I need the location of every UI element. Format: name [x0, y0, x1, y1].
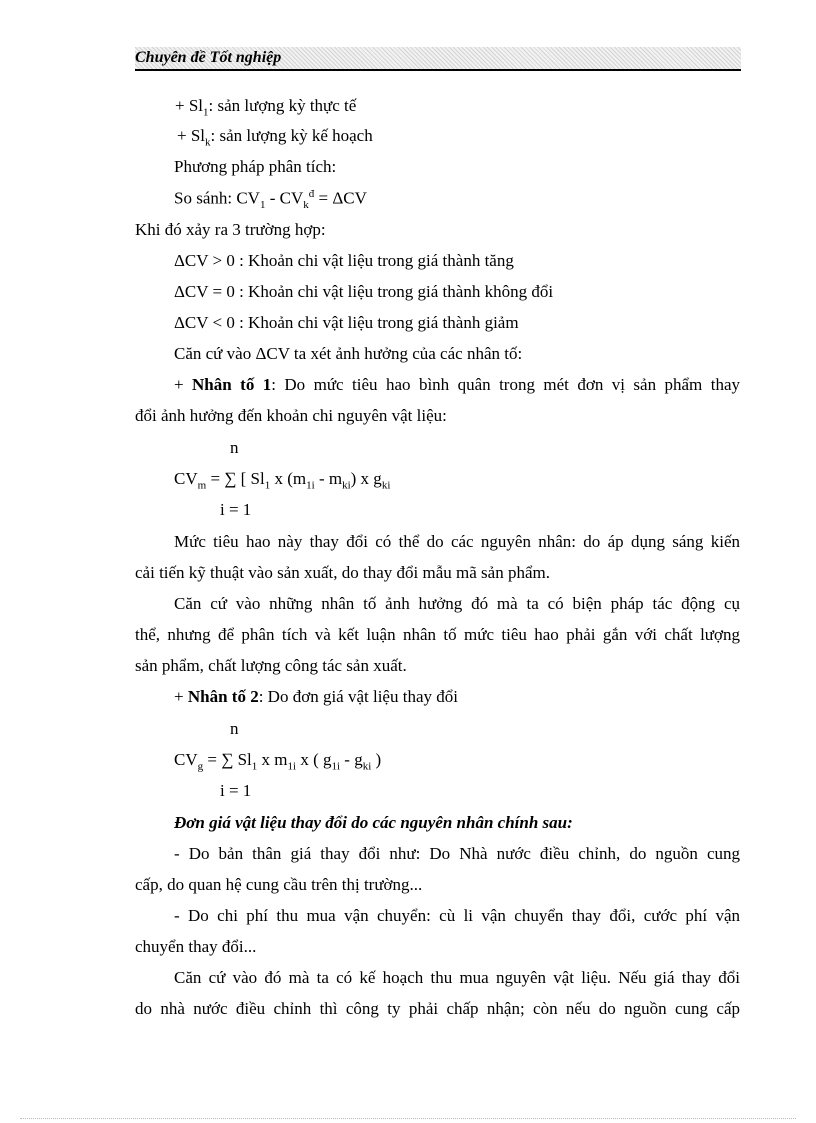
line-reason1-b: cấp, do quan hệ cung cầu trên thị trường...: [135, 875, 423, 894]
line-case-gt: ΔCV > 0 : Khoản chi vật liệu trong giá thành tăng: [174, 251, 514, 270]
line-factor1-cont: đổi ảnh hưởng đến khoản chi nguyên vật liệu:: [135, 406, 447, 425]
header-title: Chuyên đề Tốt nghiệp: [135, 49, 282, 66]
line-factors-intro: Căn cứ vào ΔCV ta xét ảnh hưởng của các nhân tố:: [174, 344, 523, 363]
formula1: $CV_m$ = ∑ [ $Sl_1$ x $(m_{1i} - m_{ki})$ x $g_{ki}$: [174, 469, 391, 492]
formula2: $CV_g$ = ∑ $Sl_1$ x $m_{1i}$ x ( $g_{1i} - g_{ki}$ ): [174, 750, 382, 773]
line-para1-a: Mức tiêu hao này thay đổi có thể do các nguyên nhân: do áp dụng sáng kiến: [174, 532, 740, 551]
line-factor1: + Nhân tố 1: Do mức tiêu hao bình quân trong mét đơn vị sản phẩm thay: [174, 375, 740, 394]
line-cases: Khi đó xảy ra 3 trường hợp:: [135, 220, 326, 239]
line-compare: So sánh: $CV_1 - CV_k^đ = \Delta CV$: [174, 188, 367, 212]
line-para2-b: thể, nhưng để phân tích và kết luận nhân tố mức tiêu hao phải gắn với chất lượng: [135, 625, 740, 644]
line-reason1-a: - Do bản thân giá thay đổi như: Do Nhà nước điều chỉnh, do nguồn cung: [174, 844, 740, 863]
line-slk: + $Sl_k$: sản lượng kỳ kế hoạch: [177, 126, 373, 149]
line-reason2-a: - Do chi phí thu mua vận chuyển: cù li vận chuyển thay đổi, cước phí vận: [174, 906, 740, 925]
page-header: [135, 47, 741, 71]
formula1-upper-limit: n: [230, 438, 239, 457]
line-para1-b: cải tiến kỹ thuật vào sản xuất, do thay đổi mẫu mã sản phẩm.: [135, 563, 550, 582]
footer-divider: [20, 1118, 796, 1119]
formula2-lower-limit: i = 1: [220, 781, 252, 800]
line-para3-b: do nhà nước điều chỉnh thì công ty phải chấp nhận; còn nếu do nguồn cung cấp: [135, 999, 740, 1018]
line-factor2: + Nhân tố 2: Do đơn giá vật liệu thay đổi: [174, 687, 458, 706]
line-sl1: + $Sl_1$: sản lượng kỳ thực tế: [175, 96, 357, 119]
line-case-lt: ΔCV < 0 : Khoản chi vật liệu trong giá thành giảm: [174, 313, 519, 332]
line-subheading: Đơn giá vật liệu thay đổi do các nguyên nhân chính sau:: [174, 813, 573, 832]
line-reason2-b: chuyển thay đổi...: [135, 937, 257, 956]
line-method: Phương pháp phân tích:: [174, 157, 337, 176]
formula2-upper-limit: n: [230, 719, 239, 738]
line-para3-a: Căn cứ vào đó mà ta có kế hoạch thu mua nguyên vật liệu. Nếu giá thay đổi: [174, 968, 740, 987]
line-para2-c: sản phẩm, chất lượng công tác sản xuất.: [135, 656, 407, 675]
line-case-eq: ΔCV = 0 : Khoản chi vật liệu trong giá thành không đổi: [174, 282, 554, 301]
line-para2-a: Căn cứ vào những nhân tố ảnh hưởng đó mà ta có biện pháp tác động cụ: [174, 594, 740, 613]
formula1-lower-limit: i = 1: [220, 500, 252, 519]
